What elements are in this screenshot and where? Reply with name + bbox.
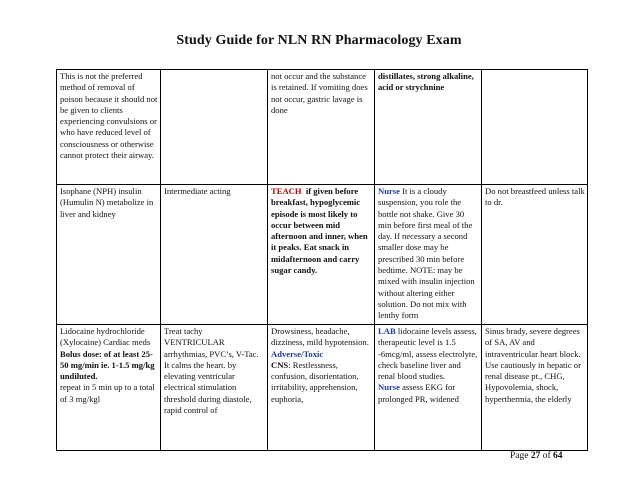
nurse-label: Nurse	[378, 186, 400, 196]
pharmacology-table	[56, 69, 588, 451]
table-row	[57, 325, 588, 451]
table-cell	[57, 325, 161, 451]
contraindication-text: Do not breastfeed unless talk to dr.	[485, 186, 585, 208]
dose-repeat: repeat in 5 min up to a total of 3 mg/kgl	[60, 382, 155, 404]
table-cell	[268, 185, 375, 325]
table-cell	[161, 185, 268, 325]
drug-name: Isophane (NPH) insulin (Humulin N) metabolize in liver and kidney	[60, 186, 154, 219]
table-cell	[482, 325, 588, 451]
table-cell	[268, 325, 375, 451]
adverse-label: Adverse/Toxic	[271, 348, 324, 359]
nurse-text: assess EKG for prolonged PR, widened	[378, 382, 459, 404]
lab-label: LAB	[378, 326, 396, 336]
teach-text: if given before breakfast, hypoglycemic episode is most likely to occur between mid afternoon and inner, when it peaks. Eat snack in midafternoon and carry sugar candy.	[271, 186, 370, 276]
contraindication-text: Sinus brady, severe degrees of SA, AV and intraventricular heart block. Use cautiously in hepatic or renal disease pt., CHG, Hypovolemia, shock, hyperthermia, the elderly	[485, 326, 581, 404]
table-cell	[375, 185, 482, 325]
nurse-label: Nurse	[378, 382, 400, 393]
lab-text: lidocaine levels assess, therapeutic level is 1.5 -6mcg/ml, assess electrolyte, check baseline liver and renal blood studies.	[378, 326, 478, 382]
table-cell	[161, 325, 268, 451]
table-cell	[375, 70, 482, 185]
nurse-text: It is a cloudy suspension, you role the bottle not shake. Give 30 min before first meal of the day. If necessary a second smaller dose may be prescribed 30 min before bedtime. NOTE: may be mixed with insulin injection without altering either solution. Do not mix with lenthy form	[378, 186, 475, 321]
cns-text: : Restlessness, confusion, disorientation, irritability, apprehension, euphoria,	[271, 359, 359, 404]
side-effects: Drowsiness, headache, dizziness, mild hypotension.	[271, 326, 369, 348]
page-total: 64	[553, 451, 563, 461]
table-row	[57, 185, 588, 325]
cell-text: This is not the preferred method of removal of poison because it should not be given to clients experiencing convulsions or who have reduced level of consciousness or otherwise cannot protect their airway.	[60, 71, 158, 161]
table-cell	[268, 70, 375, 185]
cell-text: not occur and the substance is retained. If vomiting does not occur, gastric lavage is done	[271, 71, 368, 115]
cell-text: distillates, strong alkaline, acid or strychnine	[378, 71, 474, 93]
table-row	[57, 70, 588, 185]
table-cell	[57, 185, 161, 325]
page-number	[510, 451, 563, 461]
of-word: of	[542, 451, 551, 461]
table-cell	[482, 185, 588, 325]
cns-label: CNS	[271, 359, 289, 370]
page-current: 27	[530, 451, 541, 461]
drug-action: Treat tachy VENTRICULAR arrhythmias, PVC’s, V-Tac. It calms the heart. by elevating ventricular electrical stimulation threshold during diastole, rapid control of	[164, 326, 259, 416]
bolus-dose: Bolus dose: of at least 25-50 mg/min ie. 1-1.5 mg/kg undiluted.	[60, 348, 155, 382]
table-cell	[57, 70, 161, 185]
teach-label: TEACH	[271, 186, 302, 196]
drug-name: Lidocaine hydrochloride (Xylocaine) Cardiac meds	[60, 326, 151, 348]
table-cell	[375, 325, 482, 451]
table-cell	[482, 70, 588, 185]
drug-action: Intermediate acting	[164, 186, 231, 196]
document-title: Study Guide for NLN RN Pharmacology Exam	[176, 33, 462, 48]
page-word: Page	[510, 451, 529, 461]
table-cell	[161, 70, 268, 185]
